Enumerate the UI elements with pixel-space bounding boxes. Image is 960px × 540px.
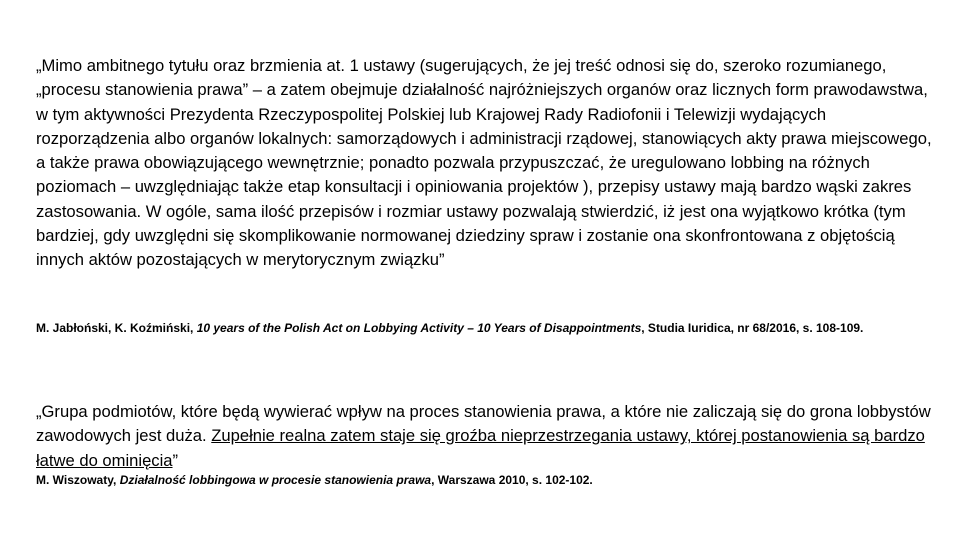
quote-underlined-text: Zupełnie realna zatem staje się groźba nieprzestrzegania ustawy, której postanowienia są bardzo łatwe do ominięcia (36, 426, 925, 470)
citation-jablonski-kozminski (36, 320, 948, 337)
quote-jablonski-kozminski: „Mimo ambitnego tytułu oraz brzmienia at. 1 ustawy (sugerujących, że jej treść odnosi się do, szeroko rozumianego, „procesu stanowienia prawa” – a zatem obejmuje działalność najróżniejszych organów oraz licznych form prawodawstwa, w tym aktywności Prezydenta Rzeczypospolitej Polskiej lub Krajowej Rady Radiofonii i Telewizji wydających rozporządzenia albo organów lokalnych: samorządowych i administracji rządowej, stanowiących akty prawa miejscowego, a także prawa obowiązującego wewnętrznie; ponadto pozwala przypuszczać, że uregulowano lobbing na różnych poziomach – uwzględniając także etap konsultacji i opiniowania projektów ), przepisy ustawy mają bardzo wąski zakres zastosowania. W ogóle, sama ilość przepisów i rozmiar ustawy pozwalają stwierdzić, iż jest ona wyjątkowo krótka (tym bardziej, gdy uwzględni się skomplikowanie normowanej dziedziny spraw i zostanie ona skonfrontowana z objętością innych aktów pozostających w merytorycznym związku” (36, 56, 932, 270)
citation-authors: M. Jabłoński, K. Koźmiński, (36, 321, 197, 335)
quote-wiszowaty (36, 400, 940, 473)
citation-title: Działalność lobbingowa w procesie stanowienia prawa (119, 473, 432, 487)
citation-wiszowaty (36, 472, 948, 489)
quote-closing-mark: ” (172, 450, 179, 470)
quote-text: „Grupa podmiotów, które będą wywierać wpływ na proces stanowienia prawa, a które nie zaliczają się do grona lobbystów zawodowych jest duża. (36, 402, 931, 446)
citation-source: , Warszawa 2010, s. 102-102. (431, 473, 593, 487)
citation-authors: M. Wiszowaty, (36, 473, 120, 487)
citation-title: 10 years of the Polish Act on Lobbying Activity – 10 Years of Disappointments (196, 321, 642, 335)
citation-source: , Studia Iuridica, nr 68/2016, s. 108-109. (641, 321, 864, 335)
